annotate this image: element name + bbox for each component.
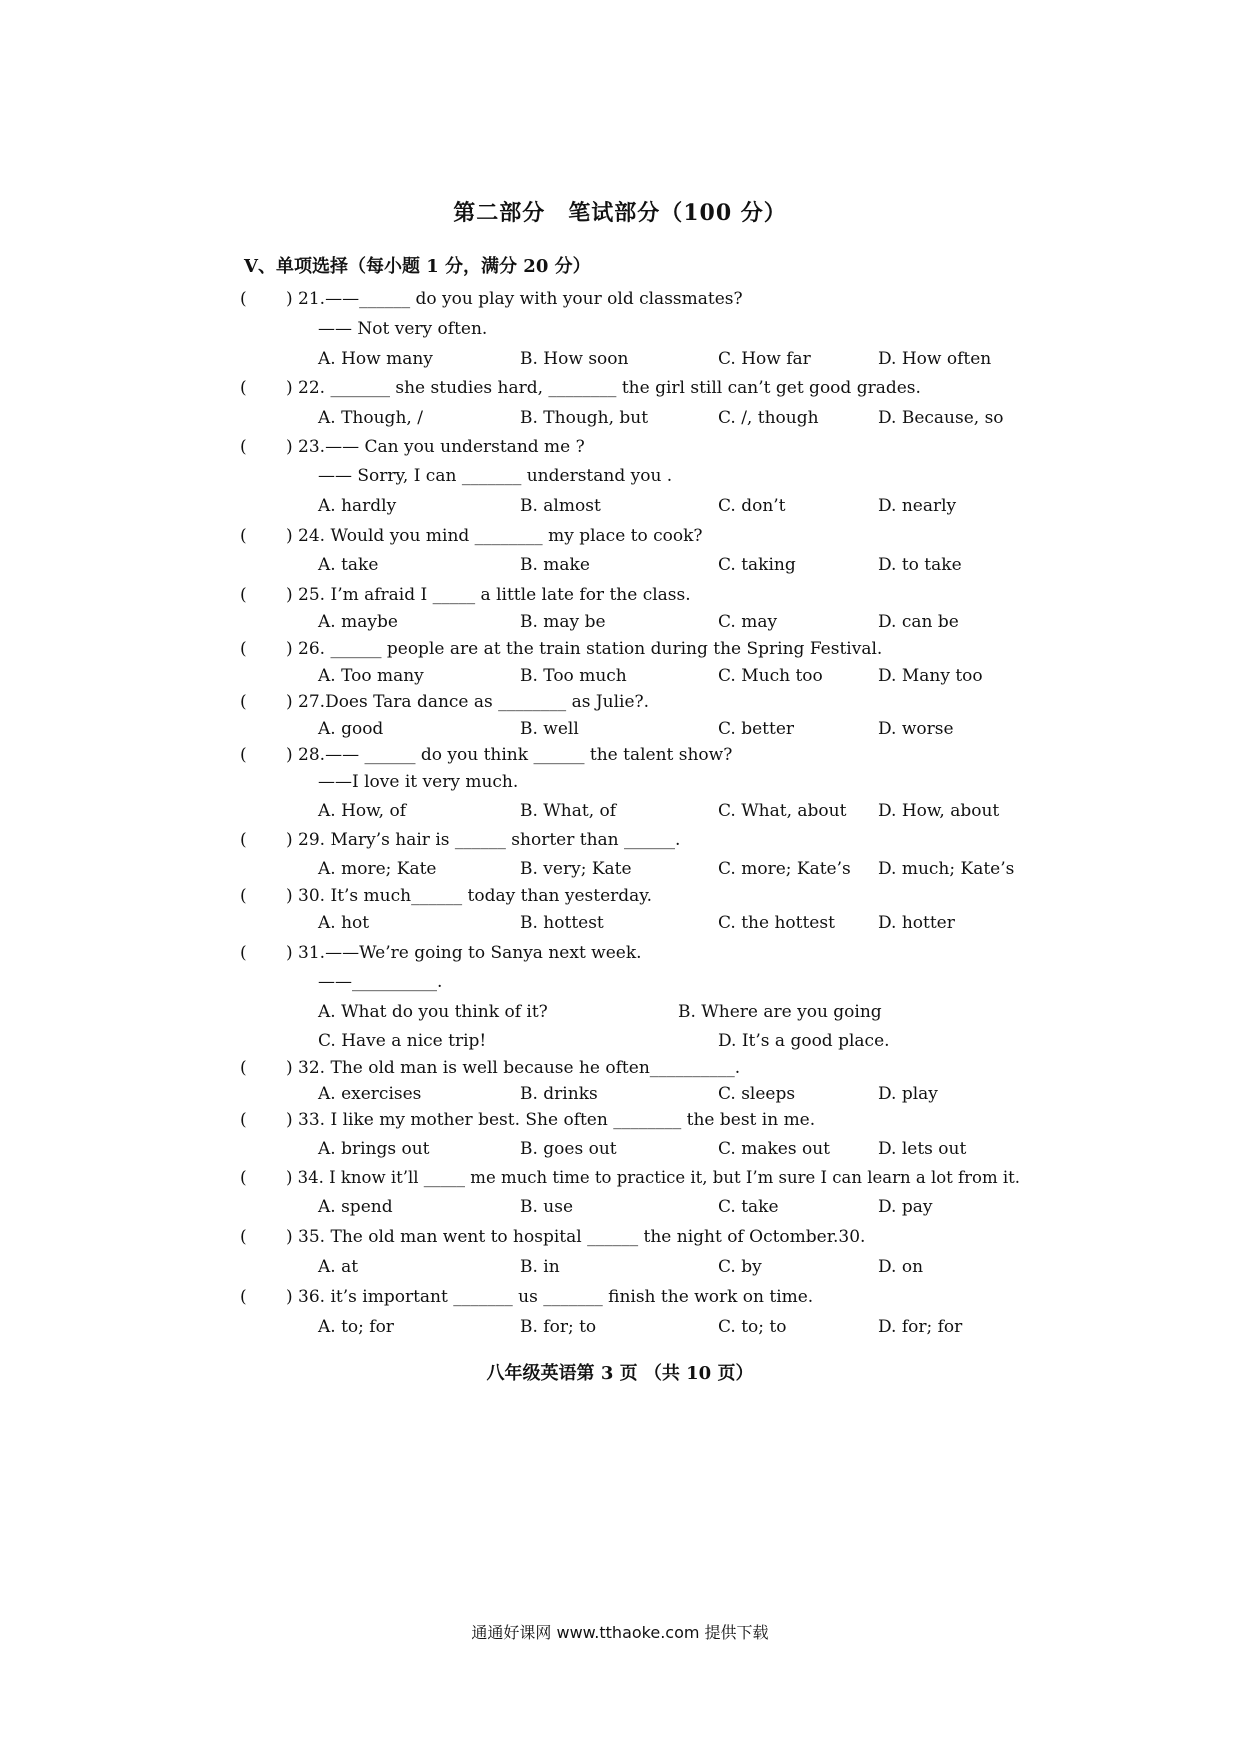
answer-paren: (	[240, 1110, 247, 1130]
option-d: D. for; for	[878, 1317, 963, 1337]
option-c: C. more; Kate’s	[718, 859, 851, 879]
option-c: C. by	[718, 1257, 762, 1277]
question-text: ) 25. I’m afraid I _____ a little late for the class.	[286, 585, 691, 605]
answer-paren: (	[240, 886, 247, 906]
question-stem-36	[0, 1287, 1240, 1311]
option-b: B. What, of	[520, 801, 617, 821]
question-text: ) 26. ______ people are at the train station during the Spring Festival.	[286, 639, 883, 659]
question-stem-21	[0, 289, 1240, 313]
answer-paren: (	[240, 1058, 247, 1078]
option-b: B. hottest	[520, 913, 604, 933]
option-b: B. How soon	[520, 349, 629, 369]
option-d: D. pay	[878, 1197, 933, 1217]
option-c: C. take	[718, 1197, 779, 1217]
option-a: A. good	[318, 719, 384, 739]
option-c: C. better	[718, 719, 795, 739]
option-a: A. How, of	[318, 801, 407, 821]
question-stem-34	[0, 1168, 1240, 1192]
option-a: A. hardly	[318, 496, 397, 516]
option-c: C. to; to	[718, 1317, 787, 1337]
question-text: ) 34. I know it’ll _____ me much time to practice it, but I’m sure I can learn a lot from it.	[286, 1168, 1021, 1187]
option-d: D. play	[878, 1084, 938, 1104]
answer-paren: (	[240, 437, 247, 457]
option-b: B. Where are you going	[678, 1002, 882, 1022]
option-c: C. may	[718, 612, 778, 632]
option-a: A. How many	[318, 349, 433, 369]
answer-paren: (	[240, 289, 247, 309]
answer-paren: (	[240, 1287, 247, 1307]
option-c: C. taking	[718, 555, 796, 575]
answer-paren: (	[240, 943, 247, 963]
question-text: ) 23.—— Can you understand me ?	[286, 437, 585, 457]
option-a: A. exercises	[318, 1084, 422, 1104]
option-c: C. the hottest	[718, 913, 835, 933]
question-text: ) 33. I like my mother best. She often ________ the best in me.	[286, 1110, 816, 1130]
question-continuation	[0, 972, 1240, 996]
question-text: ) 28.—— ______ do you think ______ the talent show?	[286, 745, 733, 765]
option-c: C. sleeps	[718, 1084, 796, 1104]
question-text: ) 36. it’s important _______ us _______ finish the work on time.	[286, 1287, 814, 1307]
answer-paren: (	[240, 639, 247, 659]
option-a: A. more; Kate	[318, 859, 437, 879]
option-d: D. on	[878, 1257, 924, 1277]
question-continuation	[0, 466, 1240, 490]
option-d: D. can be	[878, 612, 959, 632]
option-d: D. worse	[878, 719, 954, 739]
option-d: D. hotter	[878, 913, 955, 933]
question-text: ) 21.——______ do you play with your old classmates?	[286, 289, 743, 309]
option-a: A. hot	[318, 913, 370, 933]
option-a: A. brings out	[318, 1139, 430, 1159]
dialog-line: —— Sorry, I can _______ understand you .	[318, 466, 673, 486]
answer-paren: (	[240, 745, 247, 765]
question-text: ) 35. The old man went to hospital ______ the night of Octomber.30.	[286, 1227, 866, 1247]
option-a: A. Too many	[318, 666, 424, 686]
option-b: B. Too much	[520, 666, 627, 686]
option-b: B. in	[520, 1257, 560, 1277]
option-d: D. How often	[878, 349, 992, 369]
answer-paren: (	[240, 692, 247, 712]
option-b: B. for; to	[520, 1317, 597, 1337]
question-continuation	[0, 319, 1240, 343]
option-b: B. well	[520, 719, 579, 739]
option-c: C. What, about	[718, 801, 847, 821]
option-d: D. Because, so	[878, 408, 1004, 428]
question-text: ) 31.——We’re going to Sanya next week.	[286, 943, 642, 963]
question-stem-32	[0, 1058, 1240, 1082]
question-stem-27	[0, 692, 1240, 716]
answer-paren: (	[240, 1168, 247, 1188]
question-stem-23	[0, 437, 1240, 461]
dialog-line: ——__________.	[318, 972, 443, 992]
option-a: A. Though, /	[318, 408, 423, 428]
page-title: 第二部分 笔试部分（100 分）	[453, 200, 787, 226]
option-b: B. Though, but	[520, 408, 649, 428]
option-d: D. nearly	[878, 496, 957, 516]
option-c: C. makes out	[718, 1139, 830, 1159]
question-stem-22	[0, 378, 1240, 402]
option-d: D. It’s a good place.	[718, 1031, 890, 1051]
option-a: A. to; for	[318, 1317, 394, 1337]
option-b: B. very; Kate	[520, 859, 632, 879]
option-a: A. take	[318, 555, 379, 575]
question-stem-33	[0, 1110, 1240, 1134]
page-number-label: 八年级英语第 3 页 （共 10 页）	[486, 1363, 754, 1384]
option-d: D. lets out	[878, 1139, 967, 1159]
option-a: A. at	[318, 1257, 359, 1277]
question-stem-29	[0, 830, 1240, 854]
answer-paren: (	[240, 585, 247, 605]
section-heading: V、单项选择（每小题 1 分，满分 20 分）	[244, 256, 591, 277]
option-c: C. don’t	[718, 496, 786, 516]
option-a: A. maybe	[318, 612, 398, 632]
answer-paren: (	[240, 830, 247, 850]
option-b: B. use	[520, 1197, 574, 1217]
question-text: ) 30. It’s much______ today than yesterday.	[286, 886, 653, 906]
question-continuation	[0, 772, 1240, 796]
question-text: ) 24. Would you mind ________ my place to cook?	[286, 526, 703, 546]
option-c: C. /, though	[718, 408, 819, 428]
question-stem-35	[0, 1227, 1240, 1251]
question-stem-26	[0, 639, 1240, 663]
question-stem-28	[0, 745, 1240, 769]
option-c: C. Have a nice trip!	[318, 1031, 487, 1051]
option-b: B. may be	[520, 612, 606, 632]
option-d: D. much; Kate’s	[878, 859, 1015, 879]
question-text: ) 32. The old man is well because he often__________.	[286, 1058, 741, 1078]
question-text: ) 22. _______ she studies hard, ________ the girl still can’t get good grades.	[286, 378, 921, 398]
question-text: ) 29. Mary’s hair is ______ shorter than ______.	[286, 830, 681, 850]
option-d: D. How, about	[878, 801, 1000, 821]
question-stem-24	[0, 526, 1240, 550]
question-text: ) 27.Does Tara dance as ________ as Julie?.	[286, 692, 650, 712]
answer-paren: (	[240, 378, 247, 398]
option-d: D. Many too	[878, 666, 983, 686]
option-c: C. How far	[718, 349, 811, 369]
option-b: B. make	[520, 555, 590, 575]
option-c: C. Much too	[718, 666, 823, 686]
download-site-label: 通通好课网 www.tthaoke.com 提供下载	[471, 1623, 769, 1642]
option-b: B. drinks	[520, 1084, 598, 1104]
answer-paren: (	[240, 1227, 247, 1247]
option-a: A. What do you think of it?	[318, 1002, 548, 1022]
question-stem-25	[0, 585, 1240, 609]
option-b: B. almost	[520, 496, 601, 516]
option-b: B. goes out	[520, 1139, 617, 1159]
question-stem-30	[0, 886, 1240, 910]
question-stem-31	[0, 943, 1240, 967]
option-a: A. spend	[318, 1197, 393, 1217]
option-d: D. to take	[878, 555, 962, 575]
dialog-line: ——I love it very much.	[318, 772, 519, 792]
answer-paren: (	[240, 526, 247, 546]
dialog-line: —— Not very often.	[318, 319, 488, 339]
